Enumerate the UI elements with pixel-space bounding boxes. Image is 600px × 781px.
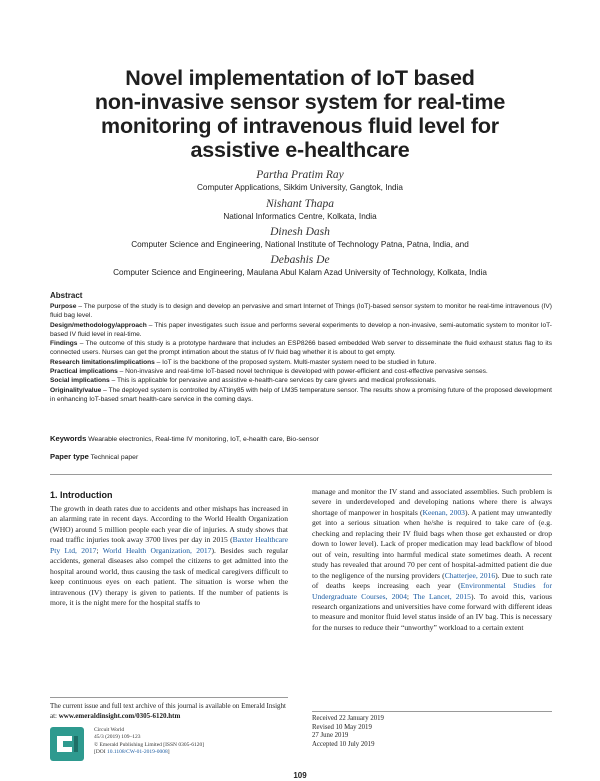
abstract-text: – Non-invasive and real-time IoT-based novel technique is developed with power-efficient and cost-effective pervasive senses. <box>117 368 488 376</box>
citation-link[interactable]: World Health Organization, 2017 <box>102 545 212 555</box>
title-line: Novel implementation of IoT based <box>125 66 475 90</box>
abstract-label: Practical implications <box>50 368 118 376</box>
abstract-text: – The outcome of this study is a prototype hardware that includes an ESP8266 based embedded Web server to disseminate the fluid exhaust status flag to its connected users. Nurses can get the prompt intimation about the status of IV fluid bag whether it is about to get empty. <box>50 340 552 357</box>
abstract-purpose <box>50 302 552 321</box>
abstract-label: Design/methodology/approach <box>50 321 147 329</box>
abstract-text: – This paper investigates such issue and performs several experiments to develop a non-invasive, semi-automatic system to monitor IoT-based IV fluid level in real-time. <box>50 321 552 338</box>
author-name: Partha Pratim Ray <box>256 169 344 181</box>
archive-text: The current issue and full text archive of this journal is available on Emerald Insight at: <box>50 702 286 720</box>
author-affiliation: Computer Science and Engineering, Maulana Abul Kalam Azad University of Technology, Kolkata, India <box>113 268 487 277</box>
doi-link[interactable]: 10.1108/CW-01-2019-0008 <box>106 749 168 756</box>
keywords-text: Wearable electronics, Real-time IV monitoring, IoT, e-health care, Bio-sensor <box>88 436 319 443</box>
title-line: monitoring of intravenous fluid level for <box>101 114 499 138</box>
keywords-label: Keywords <box>50 434 87 443</box>
body-text: ). A patient may unwantedly get into a serious situation when he/she is required to take care of (e.g. checking and replacing their IV fluid bags when those get exhausted or drop down to lower level). Lack of proper medication may lead backflow of blood out of vein, resulting into harmful medical state sometimes death. A recent study has revealed that around 70 per cent of hospital-admitted patient die due to the negligence of the nursing providers ( <box>312 507 552 580</box>
abstract-practical <box>50 367 552 376</box>
author-name: Debashis De <box>270 254 330 266</box>
abstract-label: Findings <box>50 340 78 348</box>
intro-paragraph <box>312 487 552 633</box>
author-2 <box>0 197 600 223</box>
doi-label: [DOI <box>94 749 107 756</box>
date-accepted: Accepted 10 July 2019 <box>312 740 375 748</box>
date-revised-2: 27 June 2019 <box>312 732 349 740</box>
abstract-label: Research limitations/implications <box>50 358 155 366</box>
body-text: ). Due to such rate of deaths keeps increasing each year ( <box>312 570 552 591</box>
intro-heading: 1. Introduction <box>50 490 113 500</box>
abstract-text: – IoT is the backbone of the proposed system. Multi-master system need to be studied in future. <box>154 358 437 366</box>
title-line: non-invasive sensor system for real-time <box>94 90 506 114</box>
citation-link[interactable]: Baxter Healthcare Pty Ltd, 2017 <box>50 535 288 555</box>
citation-link[interactable]: Chatterjee, 2016 <box>444 570 496 580</box>
intro-right-column <box>312 487 552 633</box>
title-line: assistive e-healthcare <box>190 138 410 162</box>
journal-metadata <box>94 727 204 757</box>
date-revised: Revised 10 May 2019 <box>312 723 372 731</box>
abstract-design <box>50 321 552 340</box>
body-text: manage and monitor the IV stand and associated assemblies. Such problem is severe in underdeveloped and developing nations where there is always shortage of manpower in hospitals ( <box>312 487 552 517</box>
keywords <box>50 434 552 445</box>
body-text: ). To avoid this, various research organizations and universities have come forward with different ideas to measure and monitor fluid level status inside of an IV bag. This is necessary for the nurses to reduce their “unworthy” workload to a certain extent <box>312 591 552 632</box>
emerald-logo-icon <box>50 727 84 761</box>
body-text: ). Besides such regular accidents, general diseases also compel the citizens to get admitted into the hospital around world, thus causing the task of medical caregivers difficult to keep continuous eyes on each patient. The situation is worse when the intravenous (IV) therapy is given to patients. If the number of patients is more, it is the night mere for the hospital staffs to <box>50 545 288 608</box>
doi-end: ] <box>167 749 170 756</box>
paper-type-label: Paper type <box>50 452 89 461</box>
author-name: Dinesh Dash <box>270 226 330 238</box>
abstract-social <box>50 376 552 385</box>
date-received: Received 22 January 2019 <box>312 715 384 722</box>
archive-note <box>50 702 290 721</box>
body-text: ; <box>96 545 103 555</box>
author-name: Nishant Thapa <box>265 198 335 210</box>
abstract-research <box>50 358 552 367</box>
abstract-heading: Abstract <box>50 291 83 300</box>
journal-issn: © Emerald Publishing Limited [ISSN 0305-6120] <box>94 741 205 748</box>
paper-title <box>60 66 540 162</box>
journal-issue: 45/3 (2019) 109–123 <box>94 734 141 741</box>
abstract-label: Social implications <box>50 377 110 385</box>
citation-link[interactable]: The Lancet, 2015 <box>413 591 471 601</box>
abstract-text: – The purpose of the study is to design and develop an pervasive and smart Internet of Things (IoT)-based sensor system to monitor he real-time intravenous (IV) fluid bag level. <box>50 303 552 320</box>
paper-type <box>50 452 138 463</box>
footer-divider-right <box>312 711 552 712</box>
abstract-label: Originality/value <box>50 386 102 394</box>
paper-type-text: Technical paper <box>90 454 139 461</box>
abstract-findings <box>50 339 552 358</box>
abstract-originality <box>50 386 552 405</box>
author-1 <box>0 168 600 194</box>
intro-paragraph <box>50 504 288 609</box>
author-affiliation: Computer Science and Engineering, National Institute of Technology Patna, Patna, India, and <box>131 240 469 249</box>
journal-doi <box>94 749 204 756</box>
abstract <box>50 291 552 404</box>
body-text: The growth in death rates due to accidents and other mishaps has increased in an alarming rate in recent days. According to the World Health Organization (WHO) around 5 million people each year die of injuries. A study shows that road traffic injuries took away 3700 lives per day in 2015 ( <box>50 504 288 545</box>
abstract-text: – This is applicable for pervasive and assistive e-health-care services by care givers and medical professionals. <box>109 377 437 385</box>
abstract-label: Purpose <box>50 303 77 310</box>
section-divider <box>50 474 552 475</box>
body-text: ; <box>406 591 414 601</box>
author-affiliation: Computer Applications, Sikkim University, Gangtok, India <box>197 183 403 192</box>
author-3 <box>0 225 600 251</box>
abstract-text: – The deployed system is controlled by ATtiny85 with help of LM35 temperature sensor. The results show a promising future of the proposed development in enhancing IoT-based smart health-care service in the coming days. <box>50 386 552 403</box>
manuscript-dates <box>312 715 384 749</box>
citation-link[interactable]: Environmental Studies for Undergraduate Courses, 2004 <box>312 581 552 601</box>
citation-link[interactable]: Keenan, 2003 <box>422 507 465 517</box>
journal-archive-link[interactable]: www.emeraldinsight.com/0305-6120.htm <box>58 711 181 720</box>
intro-left-column <box>50 504 288 609</box>
author-affiliation: National Informatics Centre, Kolkata, India <box>223 212 377 221</box>
author-4 <box>0 253 600 279</box>
page-number: 109 <box>293 771 307 780</box>
journal-name: Circuit World <box>94 727 125 733</box>
footer-divider-left <box>50 697 288 698</box>
